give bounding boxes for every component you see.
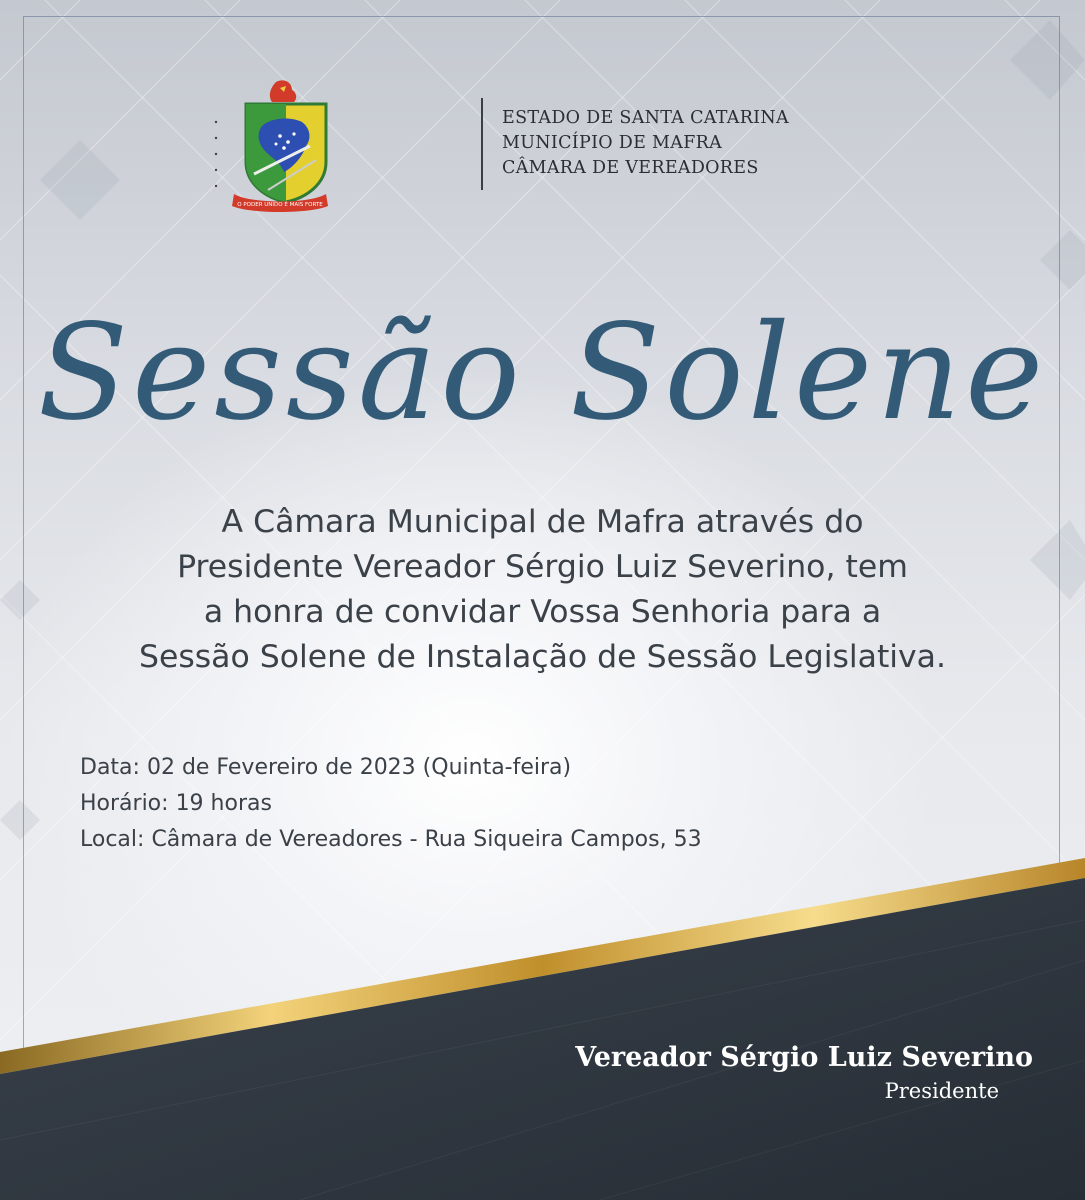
svg-text:O PODER UNIDO É MAIS FORTE: O PODER UNIDO É MAIS FORTE <box>237 202 323 208</box>
signatory-role: Presidente <box>884 1079 999 1103</box>
signature-block <box>575 1040 1033 1106</box>
invitation-line: a honra de convidar Vossa Senhoria para a <box>203 594 882 630</box>
date-value: 02 de Fevereiro de 2023 (Quinta-feira) <box>146 755 572 780</box>
state-line: ESTADO DE SANTA CATARINA <box>502 108 789 128</box>
municipality-line: MUNICÍPIO DE MAFRA <box>502 133 723 153</box>
page-title: Sessão Solene <box>37 296 1048 450</box>
place-value: Câmara de Vereadores - Rua Siqueira Campos, 53 <box>151 827 702 852</box>
time-value: 19 horas <box>175 791 272 816</box>
chamber-line: CÂMARA DE VEREADORES <box>502 158 759 178</box>
time-label: Horário: <box>80 791 169 816</box>
place-label: Local: <box>80 827 145 852</box>
signatory-name: Vereador Sérgio Luiz Severino <box>575 1042 1033 1073</box>
invitation-line: Presidente Vereador Sérgio Luiz Severino, tem <box>177 549 908 585</box>
invitation-line: Sessão Solene de Instalação de Sessão Legislativa. <box>138 639 947 675</box>
invitation-line: A Câmara Municipal de Mafra através do <box>221 504 864 540</box>
date-label: Data: <box>80 755 140 780</box>
